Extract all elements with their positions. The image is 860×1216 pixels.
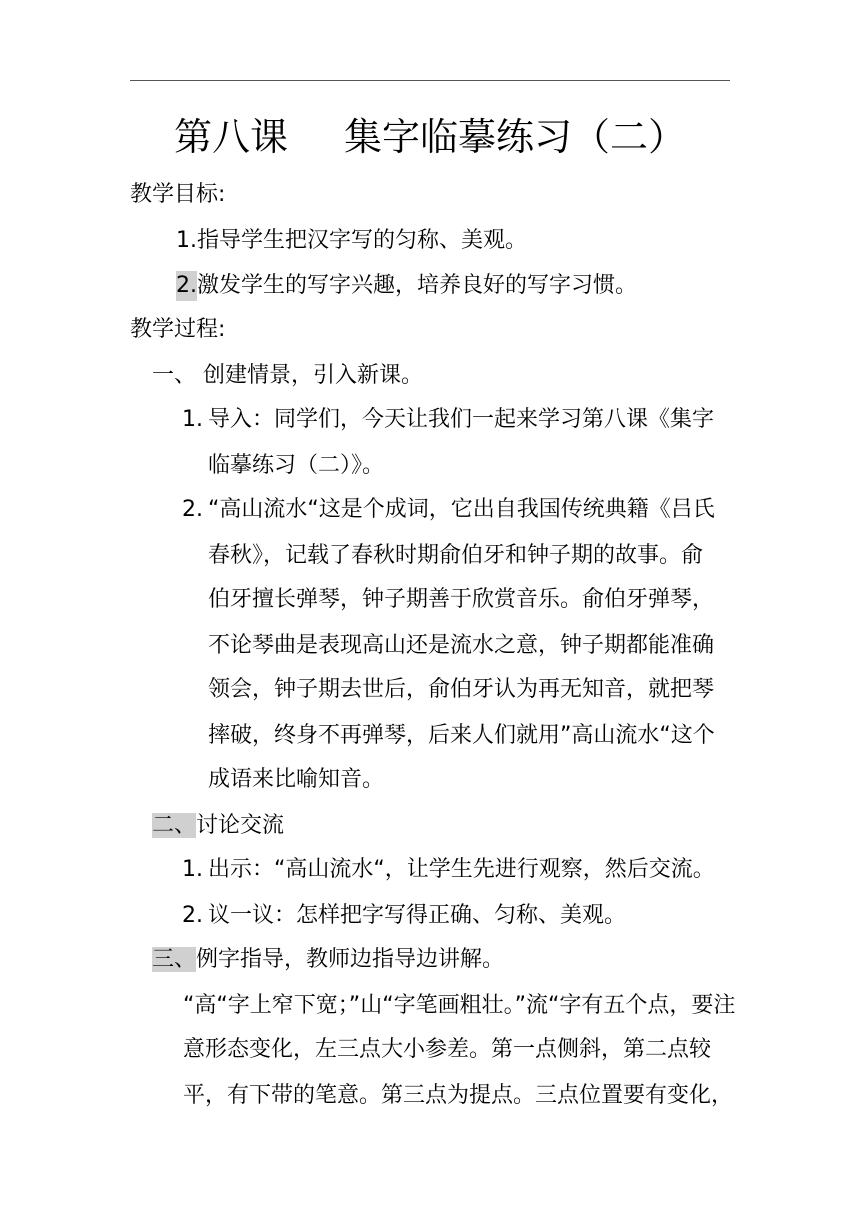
title-lesson-number: 第八课 <box>173 115 288 159</box>
section-1-item-2-line-3: 伯牙擅长弹琴，钟子期善于欣赏音乐。俞伯牙弹琴， <box>208 587 715 612</box>
section-1-item-2-number: 2. <box>182 497 203 522</box>
section-1-item-1-line-2: 临摹练习（二）》。 <box>208 453 385 478</box>
section-3-marker: 三、 <box>152 947 197 972</box>
section-1-item-2-line-5: 领会，钟子期去世后，俞伯牙认为再无知音，就把琴 <box>208 677 715 702</box>
objectives-heading: 教学目标: <box>130 182 226 207</box>
section-3-paragraph-line-2: 意形态变化，左三点大小参差。第一点侧斜，第二点较 <box>183 1037 712 1062</box>
objective-1 <box>176 226 527 256</box>
section-2-title: 讨论交流 <box>196 813 285 838</box>
section-2-item-2-text: 议一议：怎样把字写得正确、匀称、美观。 <box>208 903 627 928</box>
section-1-item-1-line-1: 导入：同学们，今天让我们一起来学习第八课《集字 <box>208 407 715 432</box>
section-1-item-1-number: 1. <box>182 407 203 432</box>
section-2-item-2-number: 2. <box>182 903 203 928</box>
objective-2-text: 激发学生的写字兴趣，培养良好的写字习惯。 <box>197 273 638 298</box>
process-heading: 教学过程: <box>130 317 226 342</box>
section-1-item-2-line-4: 不论琴曲是表现高山还是流水之意，钟子期都能准确 <box>208 633 715 658</box>
objective-2-number: 2. <box>176 271 197 301</box>
objective-1-number: 1. <box>176 228 197 253</box>
section-1-item-2-line-6: 摔破，终身不再弹琴，后来人们就用”高山流水“这个 <box>208 723 715 748</box>
section-1-item-2-line-2: 春秋》，记载了春秋时期俞伯牙和钟子期的故事。俞 <box>208 543 704 568</box>
page-title <box>130 112 730 162</box>
section-3-paragraph-line-3: 平，有下带的笔意。第三点为提点。三点位置要有变化， <box>183 1083 734 1108</box>
section-1-item-2-line-1: “高山流水“这是个成词，它出自我国传统典籍《吕氏 <box>208 497 715 522</box>
section-2-heading <box>152 811 284 841</box>
header-rule <box>130 80 730 81</box>
title-lesson-name: 集字临摹练习（二） <box>344 115 687 159</box>
objective-2 <box>176 271 637 301</box>
section-2-item-1-text: 出示：“高山流水“，让学生先进行观察，然后交流。 <box>208 857 715 882</box>
section-1-item-2-line-7: 成语来比喻知音。 <box>208 767 385 792</box>
section-2-marker: 二、 <box>152 813 197 838</box>
section-3-title: 例字指导，教师边指导边讲解。 <box>196 947 505 972</box>
section-2-item-1-number: 1. <box>182 857 203 882</box>
section-3-heading <box>152 945 504 975</box>
section-1-heading: 一、 创建情景，引入新课。 <box>152 363 423 388</box>
objective-1-text: 指导学生把汉字写的匀称、美观。 <box>197 228 528 253</box>
section-3-paragraph-line-1: “高“字上窄下宽；”山“字笔画粗壮。”流“字有五个点，要注 <box>183 993 736 1018</box>
